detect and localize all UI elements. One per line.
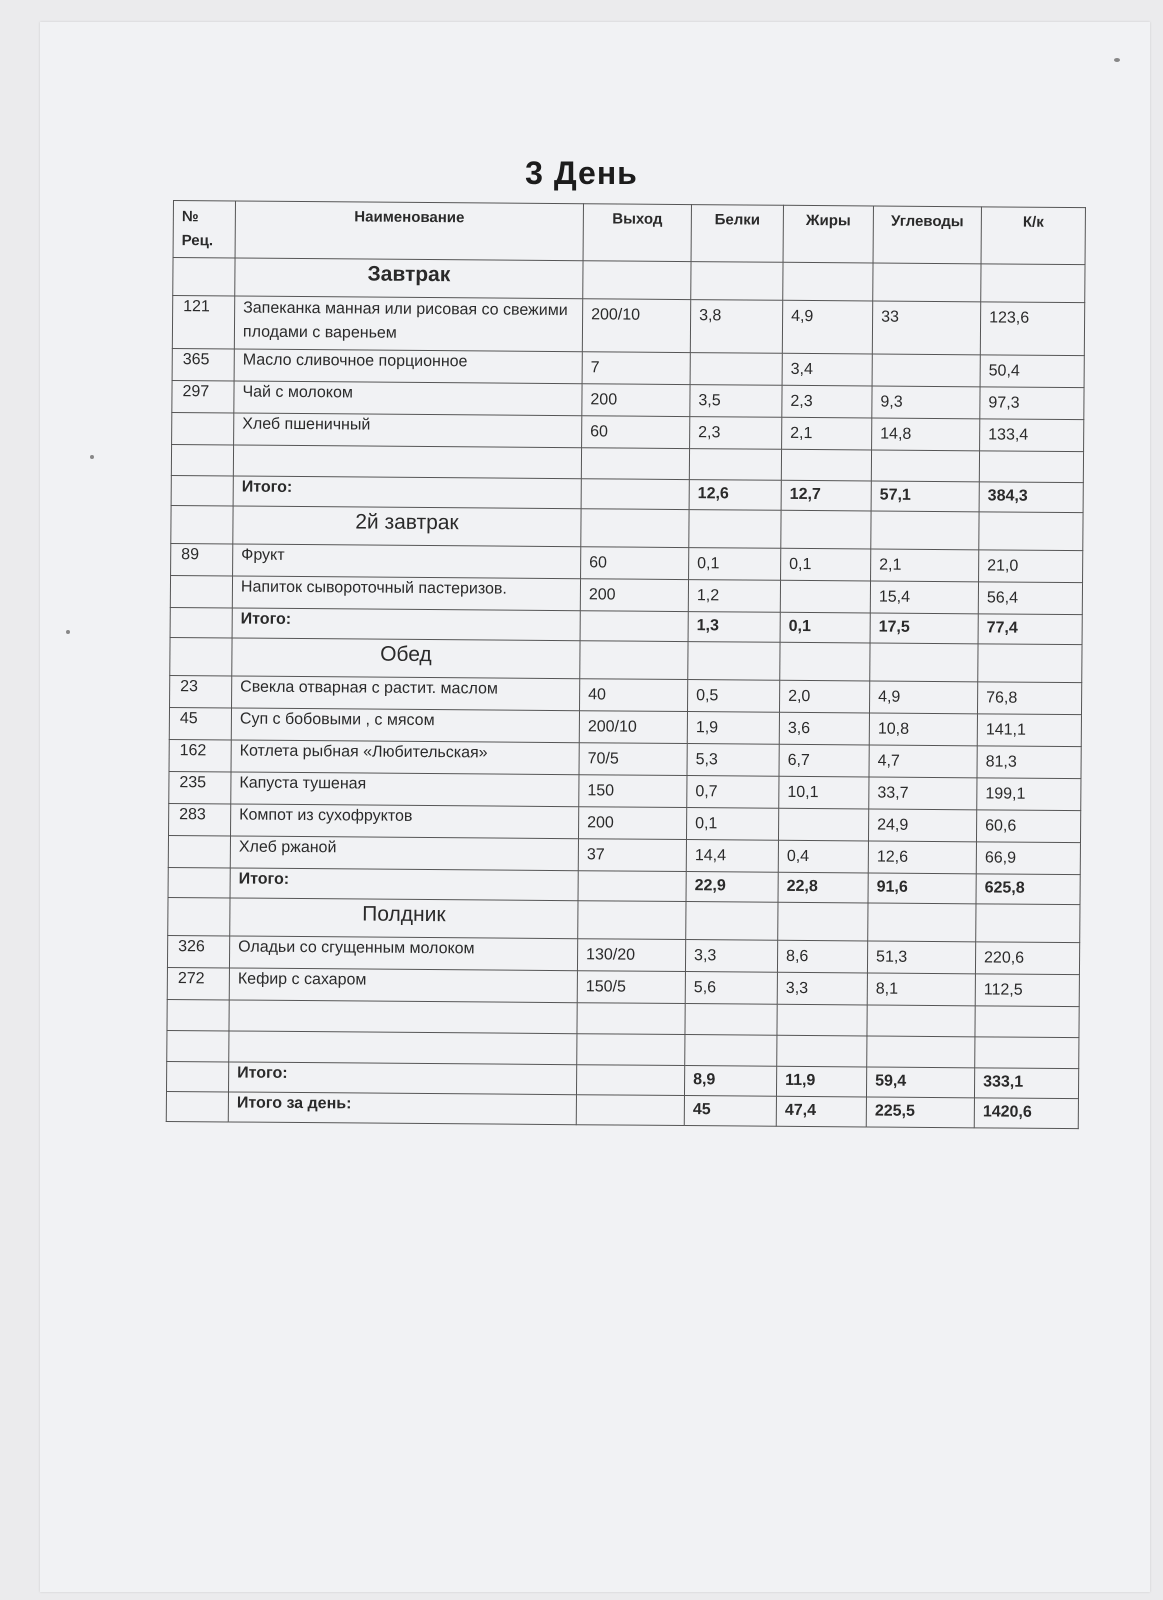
cell-yield bbox=[576, 1065, 684, 1096]
cell-carbs bbox=[871, 511, 979, 550]
cell-num bbox=[167, 999, 229, 1030]
cell-carbs bbox=[872, 354, 980, 387]
cell-yield bbox=[581, 479, 689, 510]
cell-carbs: 14,8 bbox=[872, 418, 980, 451]
cell-protein: 0,5 bbox=[687, 680, 779, 713]
cell-protein bbox=[688, 642, 780, 681]
cell-carbs: 91,6 bbox=[868, 873, 976, 904]
cell-num bbox=[171, 444, 233, 475]
cell-kcal: 76,8 bbox=[977, 682, 1081, 715]
cell-protein: 12,6 bbox=[689, 480, 781, 511]
cell-num bbox=[170, 607, 232, 637]
speck bbox=[1114, 58, 1120, 62]
cell-carbs: 4,9 bbox=[869, 681, 977, 714]
cell-yield: 60 bbox=[581, 547, 689, 580]
cell-name: Кефир с сахаром bbox=[229, 968, 577, 1003]
cell-kcal: 141,1 bbox=[977, 714, 1081, 747]
cell-name: Итого: bbox=[232, 608, 580, 641]
cell-protein: 3,5 bbox=[690, 385, 782, 418]
menu-item-row bbox=[172, 296, 1084, 356]
cell-num bbox=[171, 505, 233, 543]
cell-fat bbox=[780, 580, 870, 613]
cell-yield: 200/10 bbox=[582, 299, 690, 353]
cell-fat: 2,1 bbox=[782, 417, 872, 450]
cell-protein: 5,3 bbox=[687, 744, 779, 777]
cell-name: Суп с бобовыми , с мясом bbox=[231, 708, 579, 743]
cell-yield bbox=[581, 448, 689, 480]
cell-protein: 5,6 bbox=[685, 972, 777, 1005]
cell-num bbox=[170, 575, 232, 607]
cell-fat bbox=[778, 808, 868, 841]
cell-fat bbox=[783, 262, 873, 301]
cell-protein: 45 bbox=[684, 1096, 776, 1127]
cell-name: Капуста тушеная bbox=[231, 772, 579, 807]
cell-num bbox=[166, 1091, 228, 1121]
cell-kcal: 112,5 bbox=[975, 974, 1079, 1007]
cell-kcal: 81,3 bbox=[977, 746, 1081, 779]
cell-protein bbox=[685, 1004, 777, 1036]
menu-table bbox=[166, 200, 1086, 1129]
cell-fat: 0,4 bbox=[778, 840, 868, 873]
cell-num: 121 bbox=[172, 296, 234, 349]
cell-yield: 40 bbox=[580, 679, 688, 712]
cell-num: 272 bbox=[167, 967, 229, 999]
cell-fat: 47,4 bbox=[776, 1096, 866, 1127]
cell-yield: 37 bbox=[578, 839, 686, 872]
cell-num: 297 bbox=[172, 380, 234, 412]
cell-yield: 200 bbox=[582, 384, 690, 417]
header-row bbox=[173, 201, 1085, 265]
cell-carbs: 51,3 bbox=[867, 941, 975, 974]
cell-name: Запеканка манная или рисовая со свежими плодами с вареньем bbox=[234, 296, 582, 352]
cell-carbs: 2,1 bbox=[871, 549, 979, 582]
cell-carbs: 59,4 bbox=[866, 1067, 974, 1098]
cell-yield bbox=[578, 871, 686, 902]
cell-kcal: 133,4 bbox=[980, 419, 1084, 452]
cell-carbs bbox=[867, 1036, 975, 1068]
cell-kcal: 123,6 bbox=[980, 302, 1084, 356]
cell-carbs: 12,6 bbox=[868, 841, 976, 874]
cell-carbs: 57,1 bbox=[871, 481, 979, 512]
cell-num: 23 bbox=[170, 675, 232, 707]
cell-yield bbox=[577, 1003, 685, 1035]
cell-kcal: 21,0 bbox=[979, 550, 1083, 583]
header-carbs: Углеводы bbox=[873, 206, 981, 264]
cell-carbs: 33,7 bbox=[869, 777, 977, 810]
cell-yield: 7 bbox=[582, 352, 690, 385]
cell-num bbox=[172, 412, 234, 444]
cell-num: 365 bbox=[172, 348, 234, 380]
cell-fat: 3,4 bbox=[782, 353, 872, 386]
cell-carbs: 17,5 bbox=[870, 613, 978, 644]
cell-fat: 11,9 bbox=[776, 1066, 866, 1097]
cell-fat: 4,9 bbox=[782, 300, 872, 354]
cell-protein: 3,3 bbox=[685, 940, 777, 973]
cell-name: Итого за день: bbox=[228, 1092, 576, 1125]
cell-name: Итого: bbox=[233, 476, 581, 509]
cell-kcal bbox=[975, 1037, 1079, 1069]
cell-name: Котлета рыбная «Любительская» bbox=[231, 740, 579, 775]
cell-name: Итого: bbox=[230, 868, 578, 901]
cell-kcal: 60,6 bbox=[976, 810, 1080, 843]
cell-protein bbox=[691, 262, 783, 301]
cell-yield bbox=[580, 611, 688, 642]
cell-fat: 2,3 bbox=[782, 385, 872, 418]
cell-carbs: 24,9 bbox=[868, 809, 976, 842]
cell-fat: 0,1 bbox=[780, 612, 870, 643]
header-kcal: К/к bbox=[981, 207, 1085, 265]
cell-kcal bbox=[981, 264, 1085, 303]
cell-num bbox=[166, 1061, 228, 1091]
cell-name: Полдник bbox=[230, 898, 578, 939]
header-protein: Белки bbox=[691, 205, 783, 263]
cell-name: Компот из сухофруктов bbox=[231, 804, 579, 839]
cell-yield: 200 bbox=[578, 807, 686, 840]
cell-kcal: 384,3 bbox=[979, 482, 1083, 513]
menu-body bbox=[166, 258, 1085, 1129]
cell-yield: 200 bbox=[580, 579, 688, 612]
cell-fat: 8,6 bbox=[777, 940, 867, 973]
cell-carbs: 15,4 bbox=[870, 581, 978, 614]
cell-fat: 12,7 bbox=[781, 480, 871, 511]
cell-name: Напиток сывороточный пастеризов. bbox=[232, 576, 580, 611]
cell-num bbox=[168, 835, 230, 867]
cell-protein bbox=[690, 353, 782, 386]
cell-kcal: 625,8 bbox=[976, 874, 1080, 905]
cell-fat bbox=[780, 642, 870, 681]
cell-fat: 3,3 bbox=[777, 972, 867, 1005]
cell-protein bbox=[685, 1035, 777, 1067]
cell-yield: 150 bbox=[579, 775, 687, 808]
cell-kcal bbox=[975, 1006, 1079, 1038]
cell-kcal bbox=[976, 904, 1080, 943]
cell-num: 326 bbox=[167, 935, 229, 967]
cell-fat: 6,7 bbox=[779, 744, 869, 777]
cell-carbs bbox=[867, 1005, 975, 1037]
cell-kcal bbox=[979, 451, 1083, 483]
cell-yield: 200/10 bbox=[579, 711, 687, 744]
cell-yield bbox=[580, 641, 688, 680]
cell-yield bbox=[577, 1034, 685, 1066]
cell-fat bbox=[781, 449, 871, 481]
cell-name: Оладьи со сгущенным молоком bbox=[229, 936, 577, 971]
cell-fat: 0,1 bbox=[781, 548, 871, 581]
cell-carbs bbox=[871, 450, 979, 482]
cell-yield bbox=[578, 901, 686, 940]
speck bbox=[66, 630, 70, 634]
cell-name: Чай с молоком bbox=[234, 381, 582, 416]
cell-num: 162 bbox=[169, 739, 231, 771]
cell-kcal: 97,3 bbox=[980, 387, 1084, 420]
cell-yield bbox=[581, 509, 689, 548]
cell-protein: 14,4 bbox=[686, 840, 778, 873]
cell-num bbox=[168, 867, 230, 897]
cell-num: 235 bbox=[169, 771, 231, 803]
cell-name: Фрукт bbox=[233, 544, 581, 579]
cell-fat: 10,1 bbox=[779, 776, 869, 809]
cell-carbs bbox=[873, 263, 981, 302]
cell-name: Завтрак bbox=[235, 258, 583, 299]
cell-kcal: 333,1 bbox=[974, 1068, 1078, 1099]
cell-name: Хлеб пшеничный bbox=[234, 413, 582, 448]
cell-kcal: 50,4 bbox=[980, 355, 1084, 388]
cell-fat: 22,8 bbox=[778, 872, 868, 903]
header-fat: Жиры bbox=[783, 205, 873, 263]
cell-kcal: 77,4 bbox=[978, 614, 1082, 645]
cell-num bbox=[167, 1030, 229, 1061]
cell-carbs: 10,8 bbox=[869, 713, 977, 746]
cell-carbs: 225,5 bbox=[866, 1097, 974, 1128]
cell-fat: 3,6 bbox=[779, 712, 869, 745]
cell-num: 45 bbox=[169, 707, 231, 739]
cell-protein: 1,2 bbox=[688, 580, 780, 613]
cell-num bbox=[171, 475, 233, 505]
cell-protein: 0,1 bbox=[689, 548, 781, 581]
cell-fat bbox=[781, 510, 871, 549]
cell-name bbox=[229, 1031, 577, 1065]
cell-yield: 60 bbox=[582, 416, 690, 449]
cell-fat bbox=[777, 1004, 867, 1036]
header-name: Наименование bbox=[235, 201, 583, 261]
cell-protein bbox=[689, 510, 781, 549]
header-num: № Рец. bbox=[173, 201, 235, 258]
cell-protein bbox=[686, 902, 778, 941]
speck bbox=[90, 455, 94, 459]
cell-yield bbox=[576, 1095, 684, 1126]
cell-carbs bbox=[868, 903, 976, 942]
cell-protein: 3,8 bbox=[690, 300, 782, 354]
cell-num bbox=[173, 258, 235, 296]
cell-kcal bbox=[979, 512, 1083, 551]
cell-protein bbox=[689, 449, 781, 481]
cell-carbs: 8,1 bbox=[867, 973, 975, 1006]
cell-protein: 22,9 bbox=[686, 872, 778, 903]
cell-name bbox=[229, 1000, 577, 1034]
cell-fat bbox=[778, 902, 868, 941]
cell-kcal: 66,9 bbox=[976, 842, 1080, 875]
cell-num: 89 bbox=[171, 543, 233, 575]
cell-fat: 2,0 bbox=[779, 680, 869, 713]
cell-carbs: 4,7 bbox=[869, 745, 977, 778]
cell-num bbox=[170, 637, 232, 675]
cell-kcal: 1420,6 bbox=[974, 1098, 1078, 1129]
cell-yield: 70/5 bbox=[579, 743, 687, 776]
cell-protein: 0,7 bbox=[687, 776, 779, 809]
cell-carbs bbox=[870, 643, 978, 682]
cell-kcal: 220,6 bbox=[975, 942, 1079, 975]
cell-name: Хлеб ржаной bbox=[230, 836, 578, 871]
cell-name: Итого: bbox=[228, 1062, 576, 1095]
cell-name: Свекла отварная с растит. маслом bbox=[232, 676, 580, 711]
cell-name: Масло сливочное порционное bbox=[234, 349, 582, 384]
cell-name: Обед bbox=[232, 638, 580, 679]
header-yield: Выход bbox=[583, 204, 691, 262]
cell-carbs: 33 bbox=[872, 301, 980, 355]
cell-protein: 1,3 bbox=[688, 612, 780, 643]
page-title: 3 День bbox=[525, 155, 638, 192]
cell-name bbox=[233, 445, 581, 479]
cell-protein: 1,9 bbox=[687, 712, 779, 745]
cell-yield bbox=[583, 261, 691, 300]
cell-kcal: 56,4 bbox=[978, 582, 1082, 615]
cell-yield: 130/20 bbox=[577, 939, 685, 972]
cell-fat bbox=[777, 1035, 867, 1067]
cell-protein: 2,3 bbox=[690, 417, 782, 450]
cell-num: 283 bbox=[169, 803, 231, 835]
cell-yield: 150/5 bbox=[577, 971, 685, 1004]
cell-num bbox=[168, 897, 230, 935]
cell-carbs: 9,3 bbox=[872, 386, 980, 419]
cell-protein: 8,9 bbox=[684, 1066, 776, 1097]
cell-kcal bbox=[978, 644, 1082, 683]
cell-kcal: 199,1 bbox=[977, 778, 1081, 811]
cell-protein: 0,1 bbox=[686, 808, 778, 841]
cell-name: 2й завтрак bbox=[233, 506, 581, 547]
